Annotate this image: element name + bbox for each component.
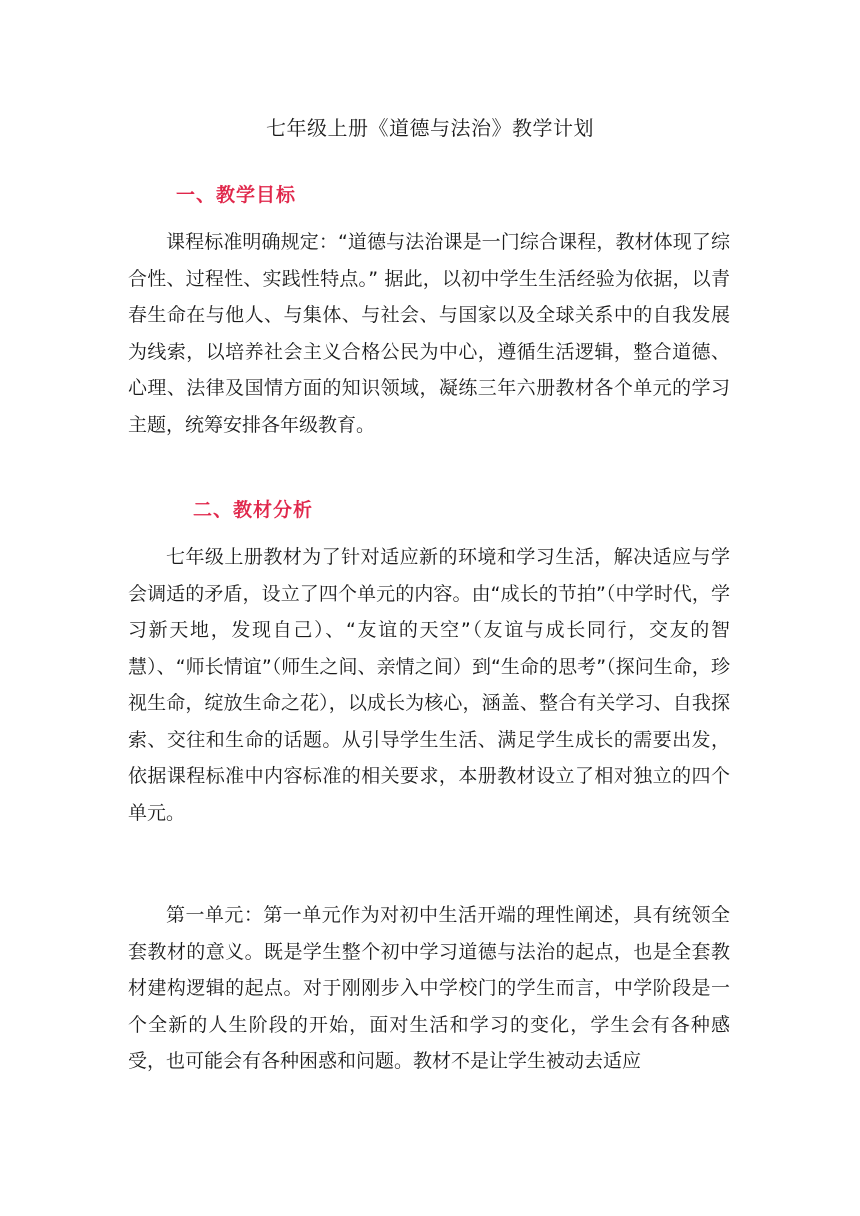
section-heading-textbook-analysis: 二、教材分析 [193,499,314,521]
section-heading-teaching-goals: 一、教学目标 [176,184,297,206]
paragraph-teaching-goals: 课程标准明确规定：“道德与法治课是一门综合课程，教材体现了综合性、过程性、实践性特点。” 据此，以初中学生生活经验为依据，以青春生命在与他人、与集体、与社会、与国家以及全球关系中的自我发展为线索，以培养社会主义合格公民为中心，遵循生活逻辑，整合道德、心理、法律及国情方面的知识领域，凝练三年六册教材各个单元的学习主题，统筹安排各年级教育。 [128,231,730,436]
document-title: 七年级上册《道德与法治》教学计划 [266,116,594,140]
paragraph-textbook-overview: 七年级上册教材为了针对适应新的环境和学习生活，解决适应与学会调适的矛盾，设立了四个单元的内容。由“成长的节拍”（中学时代，学习新天地，发现自己）、“友谊的天空”（友谊与成长同行，交友的智慧）、“师长情谊”（师生之间、亲情之间）到“生命的思考”（探问生命，珍视生命，绽放生命之花），以成长为核心，涵盖、整合有关学习、自我探索、交往和生命的话题。从引导学生生活、满足学生成长的需要出发，依据课程标准中内容标准的相关要求，本册教材设立了相对独立的四个单元。 [128,546,730,824]
paragraph-unit-one: 第一单元：第一单元作为对初中生活开端的理性阐述，具有统领全套教材的意义。既是学生整个初中学习道德与法治的起点，也是全套教材建构逻辑的起点。对于刚刚步入中学校门的学生而言，中学阶段是一个全新的人生阶段的开始，面对生活和学习的变化，学生会有各种感受，也可能会有各种困惑和问题。教材不是让学生被动去适应 [128,904,730,1072]
